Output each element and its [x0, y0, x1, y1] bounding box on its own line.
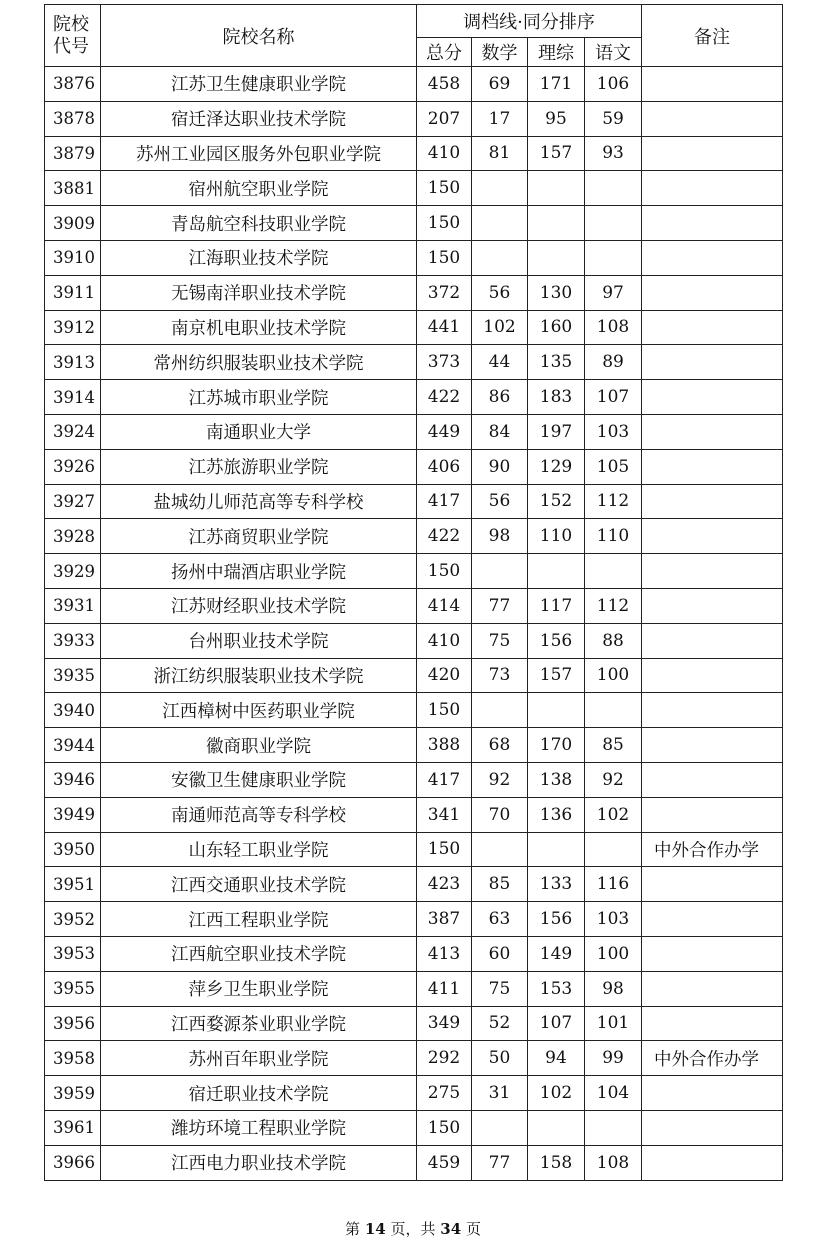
science-score-cell: 129	[528, 449, 585, 484]
total-score-cell: 388	[417, 728, 472, 763]
note-cell	[642, 554, 783, 589]
chinese-score-cell: 116	[585, 867, 642, 902]
chinese-score-cell: 101	[585, 1006, 642, 1041]
school-code-cell: 3911	[45, 275, 101, 310]
science-score-cell: 107	[528, 1006, 585, 1041]
table-row	[45, 171, 783, 206]
total-score-cell: 422	[417, 519, 472, 554]
total-score-cell: 373	[417, 345, 472, 380]
math-score-cell: 81	[472, 136, 528, 171]
school-code-cell: 3881	[45, 171, 101, 206]
math-score-cell: 52	[472, 1006, 528, 1041]
total-score-cell: 410	[417, 136, 472, 171]
header-code-line2: 代号	[53, 35, 89, 57]
school-code-cell: 3944	[45, 728, 101, 763]
science-score-cell	[528, 171, 585, 206]
school-code-cell: 3951	[45, 867, 101, 902]
science-score-cell	[528, 1110, 585, 1145]
chinese-score-cell: 89	[585, 345, 642, 380]
science-score-cell: 133	[528, 867, 585, 902]
chinese-score-cell: 108	[585, 310, 642, 345]
footer-page-number: 14	[364, 1220, 386, 1238]
chinese-score-cell: 106	[585, 67, 642, 102]
note-cell	[642, 588, 783, 623]
chinese-score-cell: 92	[585, 762, 642, 797]
school-name-cell: 苏州工业园区服务外包职业学院	[101, 136, 417, 171]
math-score-cell: 31	[472, 1076, 528, 1111]
math-score-cell	[472, 240, 528, 275]
note-cell	[642, 658, 783, 693]
note-cell	[642, 380, 783, 415]
science-score-cell: 170	[528, 728, 585, 763]
table-row	[45, 832, 783, 867]
school-name-cell: 青岛航空科技职业学院	[101, 206, 417, 241]
chinese-score-cell: 103	[585, 902, 642, 937]
table-row	[45, 67, 783, 102]
header-math: 数学	[472, 38, 528, 67]
school-name-cell: 江苏旅游职业学院	[101, 449, 417, 484]
total-score-cell: 207	[417, 101, 472, 136]
total-score-cell: 414	[417, 588, 472, 623]
school-code-cell: 3958	[45, 1041, 101, 1076]
science-score-cell	[528, 554, 585, 589]
school-code-cell: 3931	[45, 588, 101, 623]
school-code-cell: 3914	[45, 380, 101, 415]
note-cell	[642, 519, 783, 554]
school-name-cell: 宿迁泽达职业技术学院	[101, 101, 417, 136]
total-score-cell: 413	[417, 936, 472, 971]
note-cell	[642, 1076, 783, 1111]
table-row	[45, 728, 783, 763]
total-score-cell: 420	[417, 658, 472, 693]
school-name-cell: 无锡南洋职业技术学院	[101, 275, 417, 310]
table-row	[45, 101, 783, 136]
note-cell	[642, 1110, 783, 1145]
note-cell	[642, 414, 783, 449]
school-code-cell: 3955	[45, 971, 101, 1006]
science-score-cell: 156	[528, 902, 585, 937]
math-score-cell: 86	[472, 380, 528, 415]
table-row	[45, 1145, 783, 1180]
school-code-cell: 3956	[45, 1006, 101, 1041]
header-total: 总分	[417, 38, 472, 67]
math-score-cell	[472, 832, 528, 867]
math-score-cell: 92	[472, 762, 528, 797]
math-score-cell: 75	[472, 971, 528, 1006]
note-cell	[642, 762, 783, 797]
math-score-cell: 68	[472, 728, 528, 763]
total-score-cell: 150	[417, 206, 472, 241]
school-name-cell: 盐城幼儿师范高等专科学校	[101, 484, 417, 519]
total-score-cell: 387	[417, 902, 472, 937]
chinese-score-cell: 97	[585, 275, 642, 310]
math-score-cell: 56	[472, 484, 528, 519]
note-cell	[642, 240, 783, 275]
chinese-score-cell: 105	[585, 449, 642, 484]
total-score-cell: 417	[417, 484, 472, 519]
school-code-cell: 3953	[45, 936, 101, 971]
school-code-cell: 3950	[45, 832, 101, 867]
math-score-cell: 63	[472, 902, 528, 937]
math-score-cell: 50	[472, 1041, 528, 1076]
school-name-cell: 萍乡卫生职业学院	[101, 971, 417, 1006]
school-name-cell: 江苏卫生健康职业学院	[101, 67, 417, 102]
school-name-cell: 宿州航空职业学院	[101, 171, 417, 206]
chinese-score-cell: 110	[585, 519, 642, 554]
table-row	[45, 136, 783, 171]
school-code-cell: 3940	[45, 693, 101, 728]
school-code-cell: 3928	[45, 519, 101, 554]
science-score-cell	[528, 693, 585, 728]
table-row	[45, 414, 783, 449]
chinese-score-cell: 107	[585, 380, 642, 415]
school-code-cell: 3927	[45, 484, 101, 519]
note-cell: 中外合作办学	[642, 1041, 783, 1076]
table-row	[45, 380, 783, 415]
header-score-group: 调档线·同分排序	[417, 5, 642, 38]
school-name-cell: 江苏财经职业技术学院	[101, 588, 417, 623]
math-score-cell	[472, 554, 528, 589]
school-code-cell: 3876	[45, 67, 101, 102]
school-name-cell: 山东轻工职业学院	[101, 832, 417, 867]
footer-total-pages: 34	[440, 1220, 462, 1238]
table-row	[45, 623, 783, 658]
science-score-cell: 136	[528, 797, 585, 832]
table-row	[45, 275, 783, 310]
table-row	[45, 1110, 783, 1145]
table-row	[45, 1076, 783, 1111]
total-score-cell: 459	[417, 1145, 472, 1180]
chinese-score-cell: 104	[585, 1076, 642, 1111]
table-row	[45, 1041, 783, 1076]
note-cell	[642, 449, 783, 484]
total-score-cell: 372	[417, 275, 472, 310]
school-code-cell: 3878	[45, 101, 101, 136]
chinese-score-cell: 100	[585, 658, 642, 693]
science-score-cell: 135	[528, 345, 585, 380]
math-score-cell: 17	[472, 101, 528, 136]
science-score-cell: 156	[528, 623, 585, 658]
school-name-cell: 安徽卫生健康职业学院	[101, 762, 417, 797]
school-code-cell: 3912	[45, 310, 101, 345]
school-code-cell: 3926	[45, 449, 101, 484]
math-score-cell: 60	[472, 936, 528, 971]
total-score-cell: 410	[417, 623, 472, 658]
note-cell	[642, 1006, 783, 1041]
math-score-cell: 73	[472, 658, 528, 693]
header-code-line1: 院校	[53, 13, 89, 35]
school-code-cell: 3879	[45, 136, 101, 171]
school-name-cell: 江西工程职业学院	[101, 902, 417, 937]
science-score-cell: 130	[528, 275, 585, 310]
chinese-score-cell: 59	[585, 101, 642, 136]
note-cell	[642, 693, 783, 728]
school-name-cell: 江苏城市职业学院	[101, 380, 417, 415]
note-cell: 中外合作办学	[642, 832, 783, 867]
science-score-cell: 149	[528, 936, 585, 971]
header-note: 备注	[642, 5, 783, 67]
table-row	[45, 449, 783, 484]
table-body	[45, 67, 783, 1181]
table-row	[45, 936, 783, 971]
school-name-cell: 台州职业技术学院	[101, 623, 417, 658]
school-code-cell: 3946	[45, 762, 101, 797]
chinese-score-cell	[585, 554, 642, 589]
science-score-cell: 95	[528, 101, 585, 136]
footer-middle: 页，共	[390, 1220, 436, 1238]
chinese-score-cell: 103	[585, 414, 642, 449]
science-score-cell: 110	[528, 519, 585, 554]
school-code-cell: 3959	[45, 1076, 101, 1111]
school-name-cell: 江西婺源茶业职业学院	[101, 1006, 417, 1041]
total-score-cell: 150	[417, 554, 472, 589]
header-science: 理综	[528, 38, 585, 67]
total-score-cell: 449	[417, 414, 472, 449]
science-score-cell: 138	[528, 762, 585, 797]
total-score-cell: 341	[417, 797, 472, 832]
total-score-cell: 150	[417, 171, 472, 206]
science-score-cell: 160	[528, 310, 585, 345]
table-row	[45, 867, 783, 902]
chinese-score-cell: 93	[585, 136, 642, 171]
total-score-cell: 150	[417, 693, 472, 728]
note-cell	[642, 728, 783, 763]
footer-suffix: 页	[465, 1220, 481, 1238]
header-chinese: 语文	[585, 38, 642, 67]
admission-score-table	[44, 4, 783, 1181]
school-name-cell: 南通师范高等专科学校	[101, 797, 417, 832]
school-code-cell: 3933	[45, 623, 101, 658]
note-cell	[642, 345, 783, 380]
total-score-cell: 275	[417, 1076, 472, 1111]
note-cell	[642, 623, 783, 658]
school-name-cell: 潍坊环境工程职业学院	[101, 1110, 417, 1145]
total-score-cell: 150	[417, 240, 472, 275]
header-school-name: 院校名称	[101, 5, 417, 67]
note-cell	[642, 275, 783, 310]
total-score-cell: 150	[417, 832, 472, 867]
note-cell	[642, 867, 783, 902]
school-code-cell: 3913	[45, 345, 101, 380]
school-name-cell: 常州纺织服装职业技术学院	[101, 345, 417, 380]
science-score-cell: 117	[528, 588, 585, 623]
school-name-cell: 苏州百年职业学院	[101, 1041, 417, 1076]
total-score-cell: 150	[417, 1110, 472, 1145]
science-score-cell: 158	[528, 1145, 585, 1180]
math-score-cell	[472, 693, 528, 728]
school-name-cell: 宿迁职业技术学院	[101, 1076, 417, 1111]
math-score-cell: 44	[472, 345, 528, 380]
school-code-cell: 3966	[45, 1145, 101, 1180]
table-row	[45, 554, 783, 589]
math-score-cell: 75	[472, 623, 528, 658]
total-score-cell: 423	[417, 867, 472, 902]
math-score-cell: 70	[472, 797, 528, 832]
note-cell	[642, 971, 783, 1006]
chinese-score-cell: 112	[585, 484, 642, 519]
math-score-cell: 85	[472, 867, 528, 902]
school-code-cell: 3949	[45, 797, 101, 832]
chinese-score-cell: 108	[585, 1145, 642, 1180]
total-score-cell: 458	[417, 67, 472, 102]
note-cell	[642, 936, 783, 971]
math-score-cell	[472, 1110, 528, 1145]
chinese-score-cell	[585, 832, 642, 867]
school-name-cell: 江西电力职业技术学院	[101, 1145, 417, 1180]
table-row	[45, 345, 783, 380]
chinese-score-cell: 88	[585, 623, 642, 658]
math-score-cell: 77	[472, 588, 528, 623]
science-score-cell: 197	[528, 414, 585, 449]
note-cell	[642, 484, 783, 519]
total-score-cell: 349	[417, 1006, 472, 1041]
note-cell	[642, 206, 783, 241]
table-row	[45, 588, 783, 623]
school-name-cell: 江海职业技术学院	[101, 240, 417, 275]
table-row	[45, 310, 783, 345]
header-school-code	[45, 5, 101, 67]
note-cell	[642, 797, 783, 832]
science-score-cell: 152	[528, 484, 585, 519]
total-score-cell: 422	[417, 380, 472, 415]
school-name-cell: 江西航空职业技术学院	[101, 936, 417, 971]
total-score-cell: 406	[417, 449, 472, 484]
table-row	[45, 1006, 783, 1041]
total-score-cell: 411	[417, 971, 472, 1006]
school-name-cell: 扬州中瑞酒店职业学院	[101, 554, 417, 589]
chinese-score-cell: 98	[585, 971, 642, 1006]
math-score-cell: 56	[472, 275, 528, 310]
footer-prefix: 第	[345, 1220, 361, 1238]
table-row	[45, 797, 783, 832]
chinese-score-cell: 102	[585, 797, 642, 832]
chinese-score-cell: 112	[585, 588, 642, 623]
math-score-cell: 77	[472, 1145, 528, 1180]
table-row	[45, 240, 783, 275]
school-name-cell: 江西樟树中医药职业学院	[101, 693, 417, 728]
science-score-cell: 153	[528, 971, 585, 1006]
table-row	[45, 693, 783, 728]
school-code-cell: 3909	[45, 206, 101, 241]
note-cell	[642, 136, 783, 171]
school-name-cell: 徽商职业学院	[101, 728, 417, 763]
table-row	[45, 206, 783, 241]
school-code-cell: 3910	[45, 240, 101, 275]
chinese-score-cell	[585, 1110, 642, 1145]
note-cell	[642, 1145, 783, 1180]
science-score-cell	[528, 832, 585, 867]
math-score-cell: 102	[472, 310, 528, 345]
table-row	[45, 971, 783, 1006]
chinese-score-cell	[585, 171, 642, 206]
table-row	[45, 484, 783, 519]
total-score-cell: 292	[417, 1041, 472, 1076]
math-score-cell: 90	[472, 449, 528, 484]
total-score-cell: 441	[417, 310, 472, 345]
school-code-cell: 3935	[45, 658, 101, 693]
science-score-cell: 157	[528, 136, 585, 171]
math-score-cell: 98	[472, 519, 528, 554]
note-cell	[642, 101, 783, 136]
note-cell	[642, 67, 783, 102]
school-name-cell: 南京机电职业技术学院	[101, 310, 417, 345]
school-code-cell: 3961	[45, 1110, 101, 1145]
page-footer	[0, 1218, 826, 1239]
chinese-score-cell	[585, 206, 642, 241]
science-score-cell: 183	[528, 380, 585, 415]
school-code-cell: 3929	[45, 554, 101, 589]
chinese-score-cell	[585, 693, 642, 728]
school-name-cell: 江苏商贸职业学院	[101, 519, 417, 554]
total-score-cell: 417	[417, 762, 472, 797]
chinese-score-cell: 85	[585, 728, 642, 763]
science-score-cell: 171	[528, 67, 585, 102]
school-code-cell: 3924	[45, 414, 101, 449]
math-score-cell: 69	[472, 67, 528, 102]
science-score-cell: 102	[528, 1076, 585, 1111]
school-name-cell: 江西交通职业技术学院	[101, 867, 417, 902]
math-score-cell	[472, 206, 528, 241]
note-cell	[642, 902, 783, 937]
table-row	[45, 762, 783, 797]
chinese-score-cell: 99	[585, 1041, 642, 1076]
science-score-cell: 94	[528, 1041, 585, 1076]
chinese-score-cell: 100	[585, 936, 642, 971]
math-score-cell	[472, 171, 528, 206]
school-name-cell: 南通职业大学	[101, 414, 417, 449]
science-score-cell: 157	[528, 658, 585, 693]
school-name-cell: 浙江纺织服装职业技术学院	[101, 658, 417, 693]
chinese-score-cell	[585, 240, 642, 275]
table-row	[45, 519, 783, 554]
science-score-cell	[528, 240, 585, 275]
table-row	[45, 902, 783, 937]
science-score-cell	[528, 206, 585, 241]
note-cell	[642, 310, 783, 345]
math-score-cell: 84	[472, 414, 528, 449]
table-row	[45, 658, 783, 693]
note-cell	[642, 171, 783, 206]
school-code-cell: 3952	[45, 902, 101, 937]
